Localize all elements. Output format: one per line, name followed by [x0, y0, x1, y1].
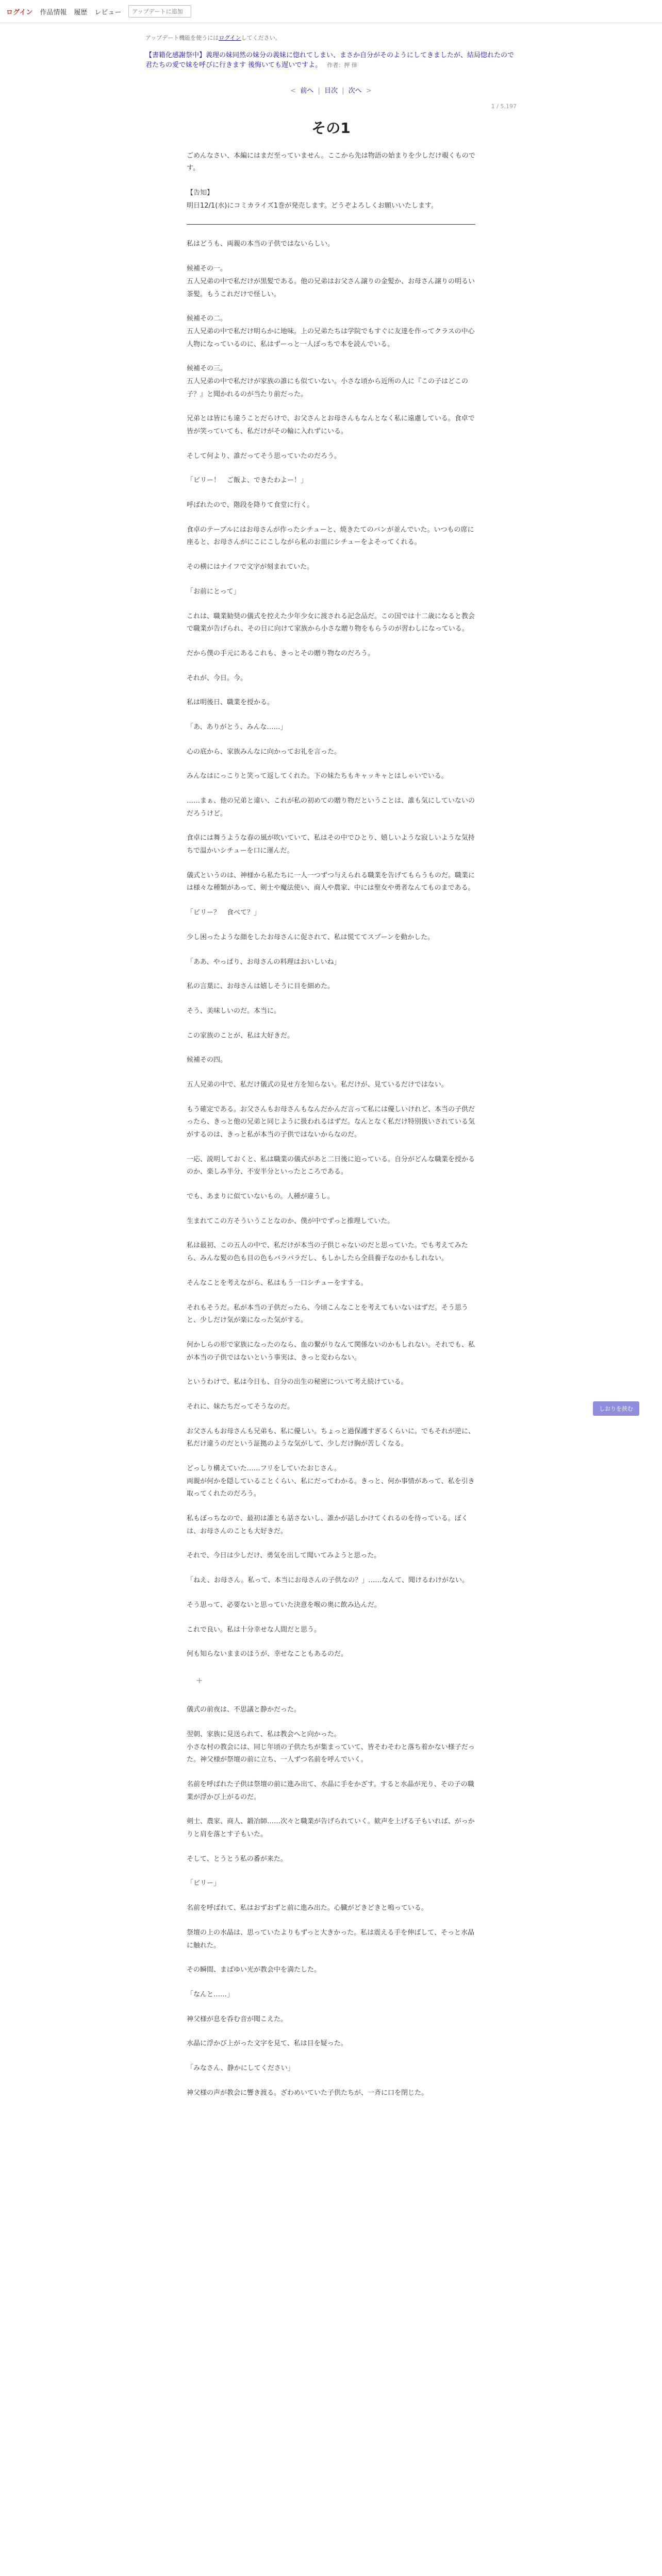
body-paragraph: 私もぼっちなので、最初は誰とも話さないし、誰かが話しかけてくれるのを待っている。ぼくは、お母さんのことも大好きだ。 [187, 1515, 468, 1535]
body-paragraph: 一応、説明しておくと、私は職業の儀式があと二日後に迫っている。自分がどんな職業を授かるのか、楽しみ半分、不安半分といったところである。 [187, 1155, 475, 1176]
body-paragraph: 何かしらの形で家族になったのなら、血の繋がりなんて関係ないのかもしれない。それでも、私が本当の子供ではないという事実は、きっと変わらない。 [187, 1341, 475, 1362]
body-paragraph: これで良い。私は十分幸せな人間だと思う。 [187, 1625, 321, 1634]
series-title: 【書籍化感謝祭中】義理の妹同然の妹分の義妹に惚れてしまい、まさか自分がそのようにしてきましたが、結局惚れたので君たちの愛で妹を呼びに行きます 後悔いても遅いですよ。 [145, 52, 515, 69]
body-paragraph: 名前を呼ばれて、私はおずおずと前に進み出た。心臓がどきどきと鳴っている。 [187, 1904, 428, 1912]
body-paragraph: それが、今日。今。 [187, 674, 247, 682]
body-paragraph: その横にはナイフで文字が刻まれていた。 [187, 563, 314, 571]
top-nav-bar [0, 0, 662, 23]
toc-link[interactable]: 目次 [324, 87, 338, 95]
page-counter: 1 / 5,197 [491, 103, 517, 110]
body-paragraph: お父さんもお母さんも兄弟も、私に優しい。ちょっと過保護すぎるくらいに。でもそれが逆に、私だけ違うのだという証拠のような気がして、少しだけ胸が苦しくなる。 [187, 1427, 475, 1448]
body-paragraph: そして、とうとう私の番が来た。 [187, 1855, 287, 1863]
search-box[interactable] [128, 5, 191, 18]
chapter-pager-top: < 前へ | 目次 | 次へ > [290, 87, 372, 95]
body-paragraph: 私は明後日、職業を授かる。 [187, 699, 274, 707]
body-paragraph: 【告知】 明日12/1(水)にコミカライズ1巻が発売します。どうぞよろしくお願いいたします。 [187, 189, 438, 210]
body-paragraph: 候補その三。 五人兄弟の中で私だけが家族の誰にも似ていない。小さな頃から近所の人に『この子はどこの子？』と聞かれるのが当たり前だった。 [187, 365, 469, 398]
prev-chapter-link[interactable]: 前へ [300, 87, 314, 95]
body-paragraph: ごめんなさい、本編にはまだ至っていません。ここから先は物語の始まりを少しだけ覗くものです。 [187, 151, 475, 173]
series-title-link[interactable] [145, 51, 517, 71]
body-paragraph: ……まぁ、他の兄弟と違い、これが私の初めての贈り物だということは、誰も気にしていないのだろうけど。 [187, 797, 475, 818]
bookmark-button[interactable]: しおりを挟む [593, 1401, 639, 1416]
body-paragraph: 「みなさん、静かにしてください」 [187, 2064, 294, 2072]
review-link[interactable]: レビュー [94, 8, 122, 16]
body-paragraph: それに、妹たちだってそうなのだ。 [187, 1402, 294, 1411]
body-paragraph: 祭壇の上の水晶は、思っていたよりもずっと大きかった。私は震える手を伸ばして、そっと水晶に触れた。 [187, 1928, 474, 1950]
body-paragraph: 儀式の前夜は、不思議と静かだった。 [187, 1706, 301, 1714]
body-paragraph: 心の底から、家族みんなに向かってお礼を言った。 [187, 748, 341, 756]
next-chapter-link[interactable]: 次へ [348, 87, 362, 95]
author-name: 作者：押 倖 [327, 61, 357, 69]
body-paragraph: 「お前にとって」 [187, 587, 240, 596]
notice-prefix: アップデート機能を使うには [145, 35, 219, 41]
body-paragraph: 候補その一。 五人兄弟の中で私だけが黒髪である。他の兄弟はお父さん譲りの金髪か、お母さん譲りの明るい茶髪。もうこれだけで怪しい。 [187, 265, 475, 298]
body-paragraph: 名前を呼ばれた子供は祭壇の前に進み出て、水晶に手をかざす。すると水晶が光り、その子の職業が浮かび上がるのだ。 [187, 1781, 474, 1801]
body-paragraph: この家族のことが、私は大好きだ。 [187, 1031, 294, 1040]
body-paragraph: それもそうだ。私が本当の子供だったら、今頃こんなことを考えてもいないはずだ。そう思うと、少しだけ気が楽になった気がする。 [187, 1303, 469, 1325]
body-paragraph: というわけで、私は今日も、自分の出生の秘密について考え続けている。 [187, 1378, 408, 1386]
body-paragraph: 翌朝、家族に見送られて、私は教会へと向かった。 小さな村の教会には、同じ年頃の子供たちが集まっていて、皆そわそわと落ち着かない様子だった。神父様が祭壇の前に立ち、一人ずつ名前を呼んでいく。 [187, 1730, 475, 1764]
body-paragraph: それで、今日は少しだけ、勇気を出して聞いてみようと思った。 [187, 1552, 381, 1560]
search-input[interactable] [129, 8, 191, 15]
body-paragraph: 候補その四。 [187, 1056, 227, 1064]
body-paragraph: 食卓のテーブルにはお母さんが作ったシチューと、焼きたてのパンが並んでいた。いつもの席に座ると、お母さんがにこにこしながら私のお皿にシチューをよそってくれる。 [187, 526, 474, 547]
body-paragraph: 五人兄弟の中で、私だけ儀式の見せ方を知らない。私だけが、見ているだけではない。 [187, 1080, 448, 1089]
history-link[interactable]: 履歴 [74, 8, 88, 16]
body-paragraph: 食卓には舞うような春の風が吹いていて、私はその中でひとり、嬉しいような寂しいような気持ちで温かいシチューを口に運んだ。 [187, 834, 475, 855]
login-notice [145, 33, 517, 42]
body-paragraph: 生まれてこの方そういうことなのか、僕が中でずっと推理していた。 [187, 1217, 394, 1225]
body-paragraph: 私は最初、この五人の中で、私だけが本当の子供じゃないのだと思っていた。でも考えてみたら、みんな髪の色も目の色もバラバラだし、もしかしたら全員養子なのかもしれない。 [187, 1242, 468, 1263]
body-paragraph: その瞬間、まばゆい光が教会中を満たした。 [187, 1966, 321, 1974]
chapter-title: その1 [311, 119, 351, 137]
body-paragraph: どっしり構えていた……フリをしていたおじさん。 両親が何かを隠していることくらい、私にだってわかる。きっと、何か事情があって、私を引き取ってくれたのだろう。 [187, 1465, 475, 1498]
body-paragraph: 候補その二。 五人兄弟の中で私だけ明らかに地味。上の兄弟たちは学院でもすぐに友達を作ってクラスの中心人物になっているのに、私はずーっと一人ぼっちで本を読んでいる。 [187, 315, 475, 348]
body-paragraph: もう確定である。お父さんもお母さんもなんだかんだ言って私には優しいけれど、本当の子供だったら、きっと他の兄弟と同じように扱われるはずだ。なんとなく私だけ特別扱いされている気がするのは、きっと私が本当の子供ではないからなのだ。 [187, 1105, 475, 1139]
body-paragraph: そして何より、誰だってそう思っていたのだろう。 [187, 452, 341, 460]
body-paragraph: これは、職業勧奨の儀式を控えた少年少女に渡される記念品だ。この国では十二歳になると教会で職業が告げられ、その日に向けて家族から小さな贈り物をもらうのが習わしになっている。 [187, 612, 475, 633]
body-paragraph: 儀式というのは、神様から私たちに一人一つずつ与えられる職業を告げてもらうものだ。職業には様々な種類があって、剣士や魔法使い、商人や農家、中には聖女や勇者なんてものまである。 [187, 871, 475, 892]
body-paragraph: 「なんと……」 [187, 1990, 234, 1998]
notice-suffix: してください。 [241, 35, 281, 41]
body-paragraph: 「ビリー？ 食べて？」 [187, 909, 261, 917]
body-paragraph: 神父様の声が教会に響き渡る。ざわめいていた子供たちが、一斉に口を閉じた。 [187, 2089, 428, 2097]
body-paragraph: 「ねえ、お母さん。私って、本当にお母さんの子供なの？」……なんて、聞けるわけがない。 [187, 1577, 469, 1585]
body-paragraph: 私の言葉に、お母さんは嬉しそうに目を細めた。 [187, 982, 335, 991]
body-paragraph: でも、あまりに似ていないもの。人種が違うし。 [187, 1193, 334, 1201]
body-paragraph: 剣士、農家、商人、鍛冶師……次々と職業が告げられていく。歓声を上げる子もいれば、がっかりと肩を落とす子もいた。 [187, 1818, 475, 1839]
login-link[interactable]: ログイン [6, 8, 33, 16]
body-paragraph: 水晶に浮かび上がった文字を見て、私は目を疑った。 [187, 2040, 347, 2048]
body-paragraph: 何も知らないままのほうが、幸せなこともあるのだ。 [187, 1650, 348, 1658]
body-paragraph: 「あ、ありがとう、みんな……」 [187, 723, 287, 731]
body-paragraph: 兄弟とは皆にも違うことだらけで、お父さんとお母さんもなんとなく私に遠慮している。食卓で皆が笑っていても、私だけがその輪に入れずにいる。 [187, 415, 475, 435]
section-divider [187, 224, 475, 225]
body-paragraph: そんなことを考えながら、私はもう一口シチューをすする。 [187, 1279, 368, 1287]
body-paragraph: 「ビリー」 [187, 1879, 221, 1888]
main-column [145, 33, 517, 2099]
body-paragraph: 神父様が息を呑む音が聞こえた。 [187, 2015, 288, 2023]
scene-break-mark: + [196, 1675, 203, 1685]
body-paragraph: 「ああ、やっぱり、お母さんの料理はおいしいね」 [187, 958, 341, 966]
body-paragraph: だから僕の手元にあるこれも、きっとその贈り物なのだろう。 [187, 649, 375, 657]
body-paragraph: 少し困ったような顔をしたお母さんに促されて、私は慌ててスプーンを動かした。 [187, 933, 435, 941]
body-paragraph: そう思って、必要ないと思っていた決意を喉の奥に飲み込んだ。 [187, 1601, 381, 1609]
works-link[interactable]: 作品情報 [40, 8, 67, 16]
body-paragraph: 「ビリー！ ご飯よ、できたわよー！」 [187, 477, 308, 485]
novel-body [187, 150, 475, 2100]
body-paragraph: みんなはにっこりと笑って返してくれた。下の妹たちもキャッキャとはしゃいでいる。 [187, 772, 448, 781]
body-paragraph: 私はどうも、両親の本当の子供ではないらしい。 [187, 240, 335, 248]
body-paragraph: そう、美味しいのだ。本当に。 [187, 1007, 281, 1015]
body-paragraph: 呼ばれたので、階段を降りて食堂に行く。 [187, 501, 314, 510]
notice-login-link[interactable]: ログイン [219, 35, 241, 41]
